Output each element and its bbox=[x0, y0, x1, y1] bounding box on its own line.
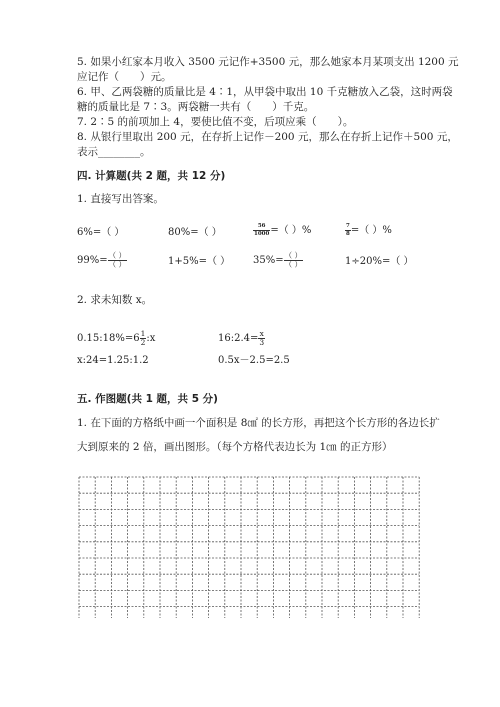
calc-item-1: 6%=（ ） bbox=[77, 227, 125, 238]
question-6-line-1: 6. 甲、乙两袋糖的质量比是 4∶1，从甲袋中取出 10 千克糖放入乙袋，这时两袋 bbox=[77, 86, 453, 98]
question-7-line: 7. 2∶5 的前项加上 4，要使比值不变，后项应乘（ ）。 bbox=[77, 116, 354, 128]
fraction-x-3: $\frac{x}{3}$ bbox=[259, 329, 265, 347]
calc-item-2: 80%=（ ） bbox=[168, 227, 222, 238]
equation-4: 0.5x－2.5=2.5 bbox=[218, 355, 290, 366]
calc-item-5: 99%= $\frac{( )}{( )}$ bbox=[77, 251, 126, 269]
fraction-blank: $\frac{( )}{( )}$ bbox=[284, 251, 302, 269]
fraction-7-8: $\frac{7}{8}$ bbox=[346, 223, 350, 237]
section-4-heading: 四. 计算题(共 2 题，共 12 分) bbox=[77, 170, 226, 182]
equation-2: 16:2.4= $\frac{x}{3}$ bbox=[218, 329, 265, 347]
calc-item-6: 1+5%=（ ） bbox=[168, 256, 231, 267]
equation-1: 0.15:18%=6 $\frac{1}{2}$ :x bbox=[77, 329, 156, 347]
question-6-line-2: 糖的质量比是 7∶3。两袋糖一共有（ ）千克。 bbox=[77, 101, 315, 113]
section-5-heading: 五. 作图题(共 1 题，共 5 分) bbox=[77, 393, 218, 405]
calc-item-7: 35%= $\frac{( )}{( )}$ bbox=[253, 251, 302, 269]
question-8-line-1: 8. 从银行里取出 200 元，在存折上记作－200 元，那么在存折上记作＋500 元， bbox=[77, 131, 458, 143]
fraction-56-1000: $\frac{56}{1000}$ bbox=[254, 223, 270, 237]
question-5-line-1: 5. 如果小红家本月收入 3500 元记作+3500 元，那么她家本月某项支出 1200 元 bbox=[77, 56, 459, 68]
calc-item-3: $\frac{56}{1000}$ =（ ）% bbox=[254, 223, 312, 237]
equation-3: x:24=1.25:1.2 bbox=[77, 355, 149, 366]
drawing-q1-line-1: 1. 在下面的方格纸中画一个面积是 8㎠ 的长方形，再把这个长方形的各边长扩 bbox=[77, 417, 440, 429]
calc-q1-title: 1. 直接写出答案。 bbox=[77, 193, 164, 205]
calc-item-4: $\frac{7}{8}$ =（ ）% bbox=[346, 223, 392, 237]
fraction-blank: $\frac{( )}{( )}$ bbox=[108, 251, 126, 269]
square-grid-paper[interactable] bbox=[78, 476, 424, 618]
calc-item-8: 1÷20%=（ ） bbox=[345, 256, 414, 267]
drawing-q1-line-2: 大到原来的 2 倍，画出图形。（每个方格代表边长为 1㎝ 的正方形） bbox=[77, 441, 393, 453]
fraction-1-2: $\frac{1}{2}$ bbox=[140, 329, 146, 347]
question-8-line-2: 表示________。 bbox=[77, 146, 151, 158]
question-5-line-2: 应记作（ ）元。 bbox=[77, 71, 172, 83]
calc-q2-title: 2. 求未知数 x。 bbox=[77, 294, 153, 306]
